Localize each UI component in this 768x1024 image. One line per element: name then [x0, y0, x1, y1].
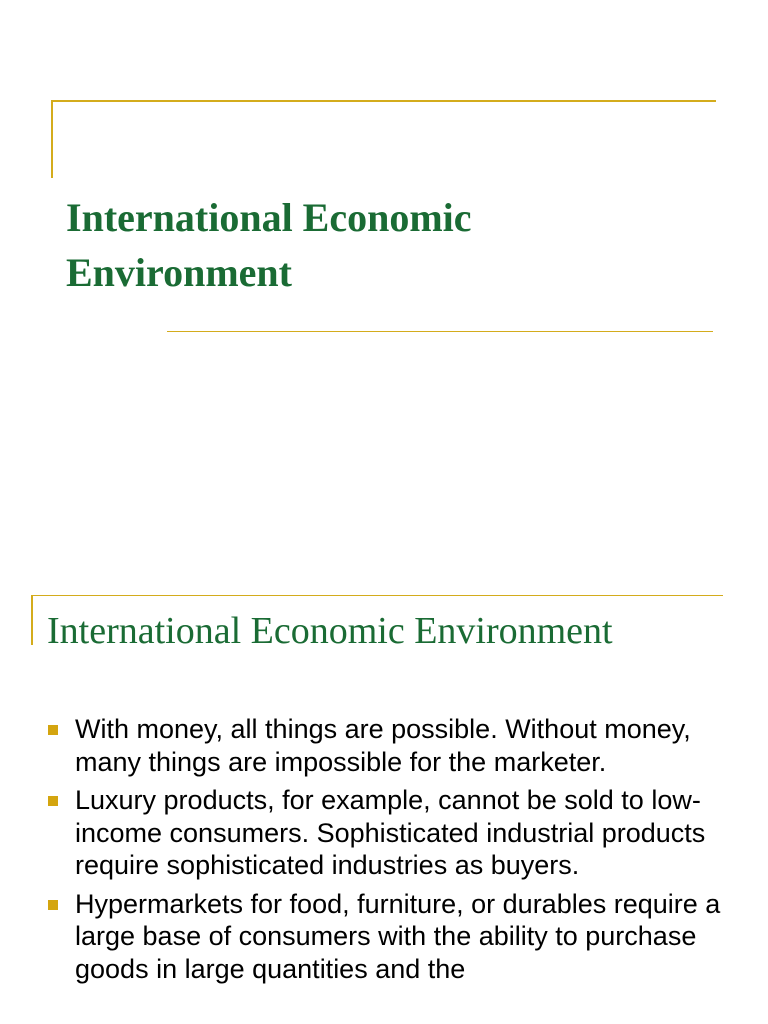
top-rule — [51, 100, 716, 102]
bullet-item — [47, 713, 747, 778]
slide-title-line-1: International Economic — [66, 195, 472, 240]
bullet-item — [47, 888, 747, 986]
bullet-text: With money, all things are possible. Without money, many things are impossible for the marketer. — [75, 714, 691, 777]
bullet-list — [47, 713, 747, 991]
content-slide — [0, 560, 768, 1024]
top-rule — [31, 595, 723, 596]
bottom-rule — [167, 331, 713, 332]
bullet-text: Hypermarkets for food, furniture, or durables require a large base of consumers with the ability to purchase goods in large quantities and the — [75, 888, 721, 984]
square-bullet-icon — [48, 796, 58, 806]
slide-heading: International Economic Environment — [47, 610, 613, 652]
bullet-text: Luxury products, for example, cannot be sold to low-income consumers. Sophisticated industrial products require sophisticated industries as buyers. — [75, 785, 706, 880]
bullet-item — [47, 784, 747, 882]
square-bullet-icon — [48, 900, 58, 910]
slide-title-line-2: Environment — [66, 250, 292, 295]
slide-title — [66, 190, 706, 300]
left-rule — [31, 595, 33, 645]
left-rule — [51, 100, 53, 178]
square-bullet-icon — [48, 725, 58, 735]
